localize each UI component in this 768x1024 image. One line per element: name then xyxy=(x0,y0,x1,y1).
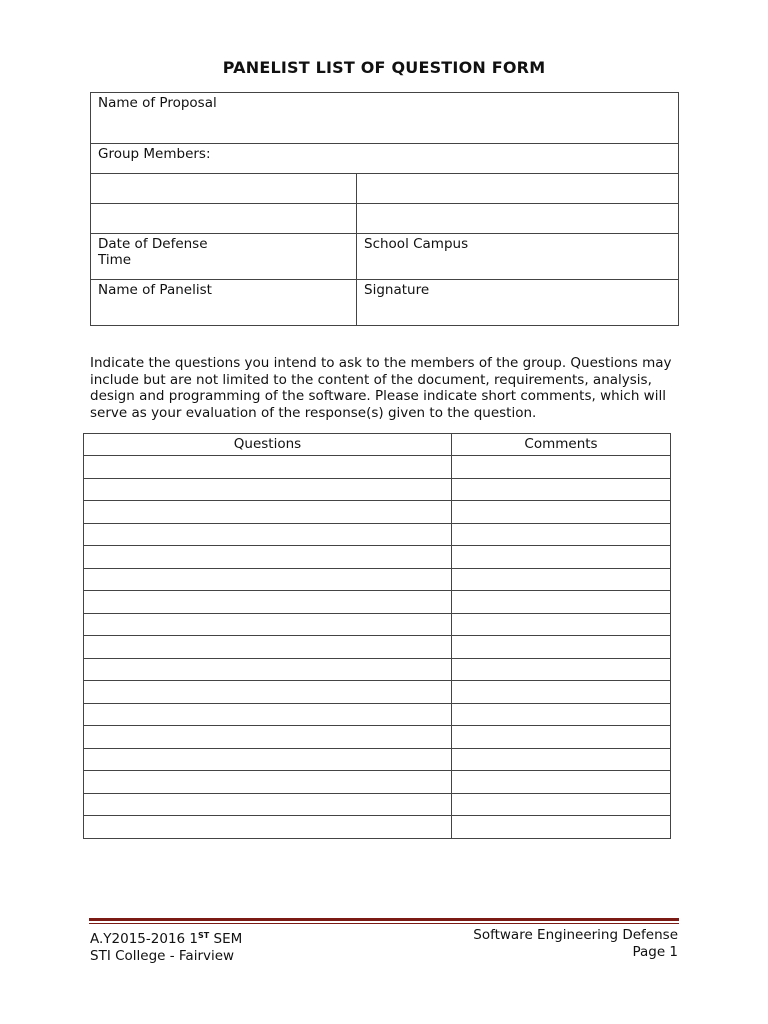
proposal-name-cell[interactable] xyxy=(91,93,679,144)
question-cell[interactable] xyxy=(84,726,452,749)
question-cell[interactable] xyxy=(84,591,452,614)
academic-year: A.Y2015-2016 1ST SEM xyxy=(90,931,243,947)
page-number: Page 1 xyxy=(632,944,678,960)
question-cell[interactable] xyxy=(84,658,452,681)
panelist-name-label: Name of Panelist xyxy=(98,282,212,298)
member-cell[interactable] xyxy=(91,174,357,204)
footer-left xyxy=(90,927,242,965)
school-campus-label: School Campus xyxy=(364,236,469,252)
table-row xyxy=(84,456,671,479)
table-row xyxy=(84,703,671,726)
instructions-paragraph: Indicate the questions you intend to ask to the members of the group. Questions may include but are not limited to the content of the document, requirements, analysis, design and programming of the software. Please indicate short comments, which will serve as your evaluation of the response(s) given to the question. xyxy=(90,355,672,421)
comment-cell[interactable] xyxy=(452,523,671,546)
question-cell[interactable] xyxy=(84,478,452,501)
proposal-name-label: Name of Proposal xyxy=(98,95,217,111)
comment-cell[interactable] xyxy=(452,478,671,501)
table-row xyxy=(84,771,671,794)
comment-cell[interactable] xyxy=(452,816,671,839)
time-label: Time xyxy=(98,252,132,268)
questions-header: Questions xyxy=(84,434,452,456)
group-members-label: Group Members: xyxy=(98,146,211,162)
question-cell[interactable] xyxy=(84,793,452,816)
member-cell[interactable] xyxy=(357,174,679,204)
table-row xyxy=(84,613,671,636)
comment-cell[interactable] xyxy=(452,771,671,794)
table-row xyxy=(84,636,671,659)
school-campus-cell[interactable] xyxy=(357,234,679,280)
course-name: Software Engineering Defense xyxy=(473,927,678,943)
signature-cell[interactable] xyxy=(357,280,679,326)
member-cell[interactable] xyxy=(357,204,679,234)
signature-label: Signature xyxy=(364,282,430,298)
questions-table xyxy=(83,433,671,839)
date-time-cell[interactable] xyxy=(91,234,357,280)
question-cell[interactable] xyxy=(84,501,452,524)
comment-cell[interactable] xyxy=(452,793,671,816)
footer-rule-thin xyxy=(89,923,679,924)
question-cell[interactable] xyxy=(84,523,452,546)
comment-cell[interactable] xyxy=(452,501,671,524)
question-cell[interactable] xyxy=(84,456,452,479)
table-row xyxy=(84,501,671,524)
form-title: PANELIST LIST OF QUESTION FORM xyxy=(222,58,546,77)
table-row xyxy=(84,546,671,569)
comment-cell[interactable] xyxy=(452,456,671,479)
footer-right xyxy=(473,927,678,961)
table-row xyxy=(84,523,671,546)
question-cell[interactable] xyxy=(84,703,452,726)
question-cell[interactable] xyxy=(84,748,452,771)
table-row xyxy=(84,748,671,771)
table-row xyxy=(84,816,671,839)
panelist-name-cell[interactable] xyxy=(91,280,357,326)
question-cell[interactable] xyxy=(84,613,452,636)
comment-cell[interactable] xyxy=(452,591,671,614)
comment-cell[interactable] xyxy=(452,546,671,569)
comment-cell[interactable] xyxy=(452,703,671,726)
table-row xyxy=(84,681,671,704)
table-row xyxy=(84,793,671,816)
comment-cell[interactable] xyxy=(452,748,671,771)
question-cell[interactable] xyxy=(84,771,452,794)
comment-cell[interactable] xyxy=(452,658,671,681)
question-cell[interactable] xyxy=(84,816,452,839)
footer-rule-thick xyxy=(89,918,679,921)
table-row xyxy=(84,658,671,681)
comment-cell[interactable] xyxy=(452,636,671,659)
comment-cell[interactable] xyxy=(452,613,671,636)
table-row xyxy=(84,726,671,749)
date-of-defense-label: Date of Defense xyxy=(98,236,208,252)
comments-header: Comments xyxy=(452,434,671,456)
comment-cell[interactable] xyxy=(452,681,671,704)
comment-cell[interactable] xyxy=(452,726,671,749)
question-cell[interactable] xyxy=(84,636,452,659)
questions-body xyxy=(84,456,671,839)
question-cell[interactable] xyxy=(84,568,452,591)
group-members-cell[interactable] xyxy=(91,144,679,174)
question-cell[interactable] xyxy=(84,546,452,569)
table-row xyxy=(84,591,671,614)
proposal-info-table xyxy=(90,92,679,326)
table-row xyxy=(84,568,671,591)
table-row xyxy=(84,478,671,501)
school-name: STI College - Fairview xyxy=(90,948,235,964)
member-cell[interactable] xyxy=(91,204,357,234)
question-cell[interactable] xyxy=(84,681,452,704)
comment-cell[interactable] xyxy=(452,568,671,591)
